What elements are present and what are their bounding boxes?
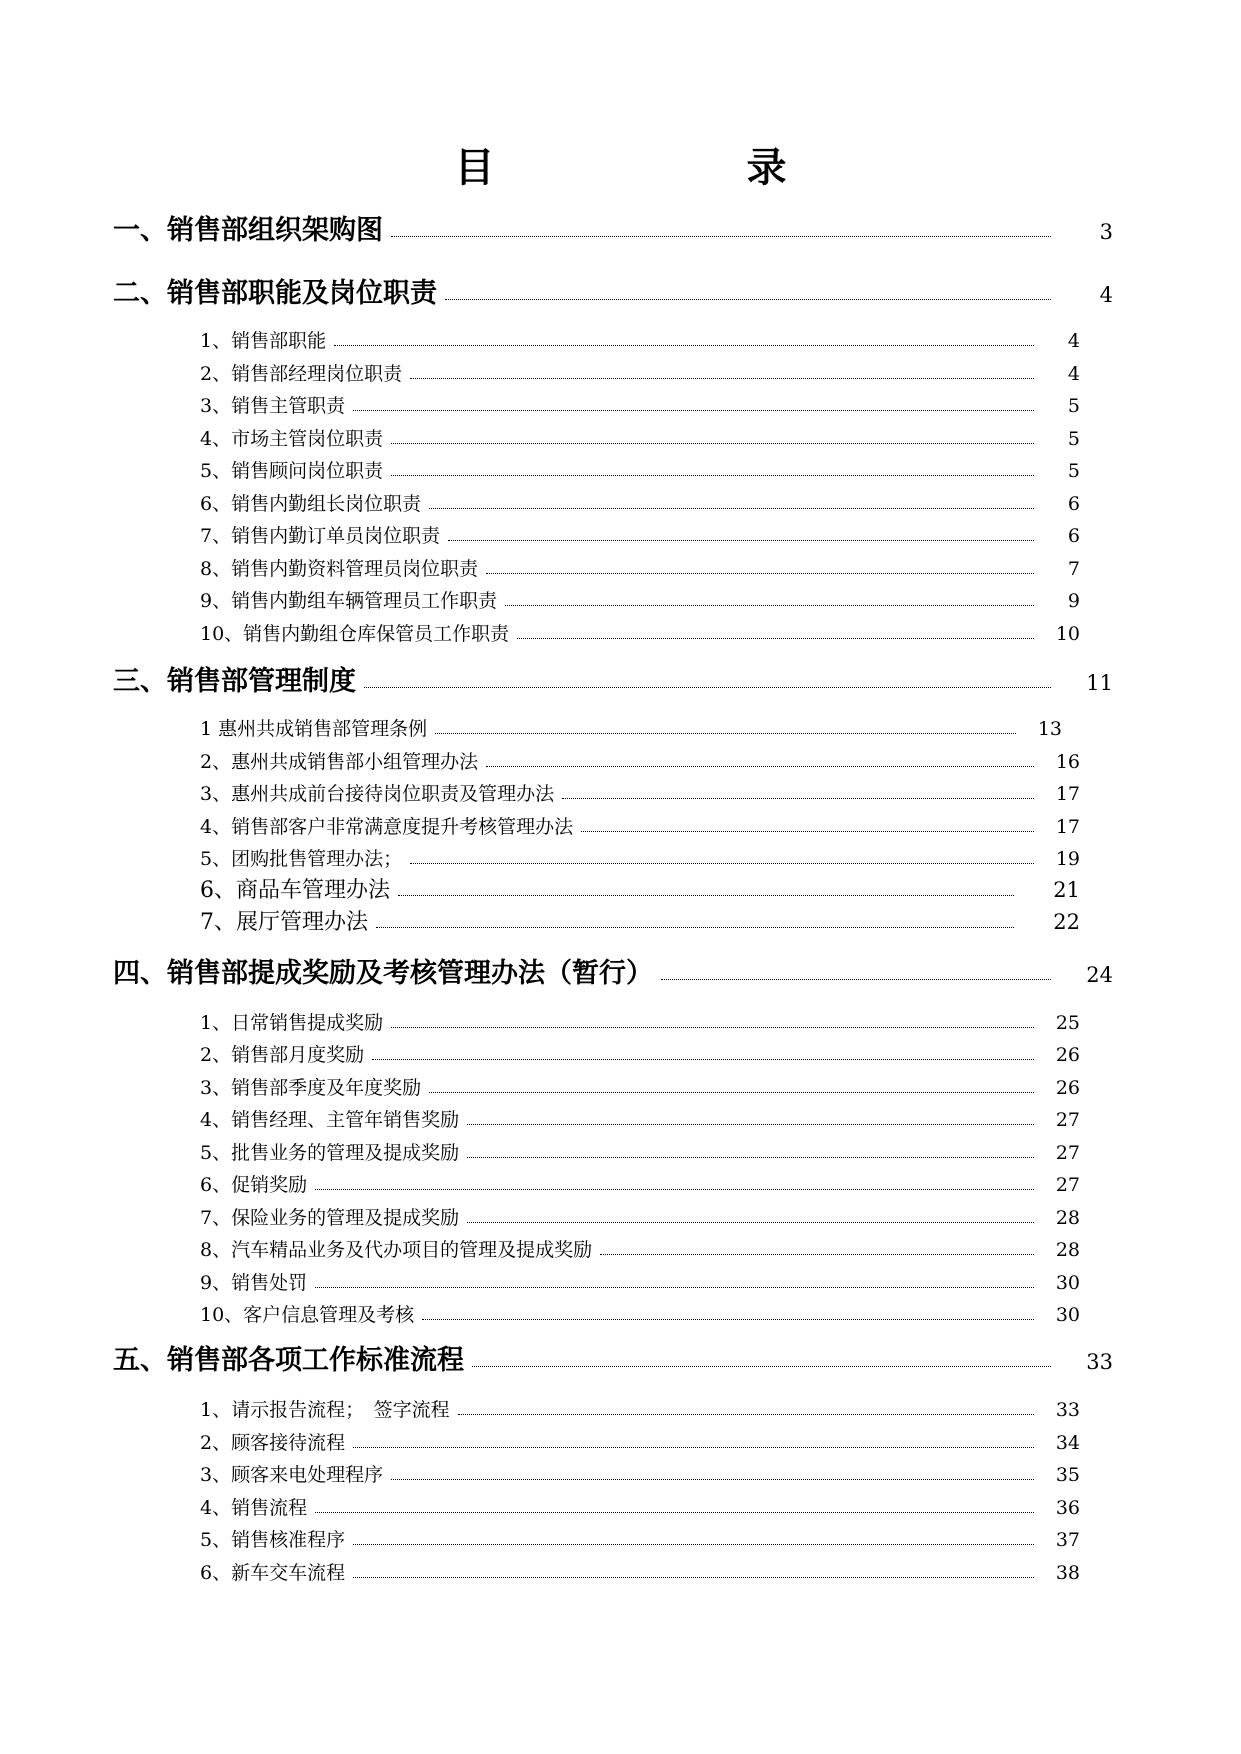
toc-page-number: 28 bbox=[1055, 1207, 1080, 1229]
dotted-leader bbox=[486, 572, 1034, 574]
dotted-leader bbox=[391, 235, 1051, 237]
toc-page-number: 5 bbox=[1067, 428, 1080, 450]
toc-title: 目 录 bbox=[454, 144, 893, 191]
toc-entry-label: 6、新车交车流程 bbox=[200, 1562, 346, 1584]
toc-entry-label: 6、商品车管理办法 bbox=[200, 878, 390, 903]
dotted-leader bbox=[315, 1511, 1034, 1513]
toc-entry-label: 3、销售主管职责 bbox=[200, 395, 346, 417]
toc-entry-2-10[interactable] bbox=[200, 621, 1080, 647]
toc-entry-5-4[interactable] bbox=[200, 1495, 1080, 1521]
toc-entry-2-6[interactable] bbox=[200, 491, 1080, 517]
toc-entry-4-3[interactable] bbox=[200, 1075, 1080, 1101]
toc-entry-label: 1 惠州共成销售部管理条例 bbox=[200, 718, 428, 740]
toc-page-number: 28 bbox=[1055, 1239, 1080, 1261]
dotted-leader bbox=[467, 1156, 1034, 1158]
toc-entry-label: 9、销售处罚 bbox=[200, 1272, 308, 1294]
toc-entry-label: 一、销售部组织架购图 bbox=[113, 215, 383, 246]
toc-entry-4-1[interactable] bbox=[200, 1010, 1080, 1036]
toc-entry-3-2[interactable] bbox=[200, 749, 1080, 775]
dotted-leader bbox=[372, 1058, 1034, 1060]
toc-page-number: 37 bbox=[1055, 1529, 1080, 1551]
dotted-leader bbox=[517, 637, 1034, 639]
toc-entry-2-1[interactable] bbox=[200, 328, 1080, 354]
dotted-leader bbox=[410, 862, 1034, 864]
toc-entry-3-1[interactable] bbox=[200, 716, 1062, 742]
toc-page-number: 7 bbox=[1067, 558, 1080, 580]
toc-page-number: 16 bbox=[1055, 751, 1080, 773]
toc-page-number: 27 bbox=[1055, 1142, 1080, 1164]
toc-page-number: 27 bbox=[1055, 1109, 1080, 1131]
toc-page-number: 30 bbox=[1055, 1272, 1080, 1294]
toc-page-number: 4 bbox=[1067, 363, 1080, 385]
toc-entry-4-9[interactable] bbox=[200, 1270, 1080, 1296]
toc-entry-label: 4、销售经理、主管年销售奖励 bbox=[200, 1109, 460, 1131]
toc-page-number: 5 bbox=[1067, 395, 1080, 417]
toc-entry-label: 9、销售内勤组车辆管理员工作职责 bbox=[200, 590, 498, 612]
dotted-leader bbox=[600, 1253, 1034, 1255]
toc-entry-label: 2、顾客接待流程 bbox=[200, 1432, 346, 1454]
toc-entry-label: 4、销售部客户非常满意度提升考核管理办法 bbox=[200, 816, 574, 838]
toc-page-number: 36 bbox=[1055, 1497, 1080, 1519]
dotted-leader bbox=[315, 1286, 1034, 1288]
toc-page-number: 21 bbox=[1053, 878, 1080, 902]
toc-entry-4-10[interactable] bbox=[200, 1302, 1080, 1328]
dotted-leader bbox=[353, 409, 1034, 411]
toc-page-number: 19 bbox=[1055, 848, 1080, 870]
toc-entry-3-4[interactable] bbox=[200, 814, 1080, 840]
toc-page-number: 27 bbox=[1055, 1174, 1080, 1196]
toc-entry-5-1[interactable] bbox=[200, 1397, 1080, 1423]
toc-page-number: 35 bbox=[1055, 1464, 1080, 1486]
dotted-leader bbox=[398, 894, 1014, 896]
toc-page-number: 26 bbox=[1055, 1044, 1080, 1066]
dotted-leader bbox=[364, 686, 1051, 688]
toc-entry-label: 8、销售内勤资料管理员岗位职责 bbox=[200, 558, 479, 580]
toc-entry-label: 4、销售流程 bbox=[200, 1497, 308, 1519]
toc-entry-4-7[interactable] bbox=[200, 1205, 1080, 1231]
toc-section-3[interactable] bbox=[113, 664, 1113, 701]
toc-entry-label: 1、日常销售提成奖励 bbox=[200, 1012, 384, 1034]
toc-entry-label: 2、惠州共成销售部小组管理办法 bbox=[200, 751, 479, 773]
toc-entry-4-4[interactable] bbox=[200, 1107, 1080, 1133]
toc-page-number: 17 bbox=[1055, 816, 1080, 838]
toc-entry-label: 二、销售部职能及岗位职责 bbox=[113, 278, 437, 309]
toc-page-number: 4 bbox=[1067, 330, 1080, 352]
toc-page-number: 13 bbox=[1037, 718, 1062, 740]
toc-entry-label: 6、销售内勤组长岗位职责 bbox=[200, 493, 422, 515]
dotted-leader bbox=[472, 1365, 1051, 1367]
toc-entry-label: 五、销售部各项工作标准流程 bbox=[113, 1345, 464, 1376]
toc-page-number: 24 bbox=[1086, 963, 1113, 987]
toc-section-4[interactable] bbox=[113, 956, 1113, 993]
dotted-leader bbox=[435, 732, 1016, 734]
toc-page-number: 5 bbox=[1067, 460, 1080, 482]
toc-entry-2-8[interactable] bbox=[200, 556, 1080, 582]
toc-entry-label: 三、销售部管理制度 bbox=[113, 666, 356, 697]
dotted-leader bbox=[391, 442, 1034, 444]
dotted-leader bbox=[581, 830, 1034, 832]
dotted-leader bbox=[661, 978, 1051, 980]
dotted-leader bbox=[353, 1576, 1034, 1578]
toc-page-number: 25 bbox=[1055, 1012, 1080, 1034]
toc-page-number: 6 bbox=[1067, 525, 1080, 547]
toc-entry-label: 3、顾客来电处理程序 bbox=[200, 1464, 384, 1486]
toc-entry-2-2[interactable] bbox=[200, 361, 1080, 387]
toc-entry-label: 7、保险业务的管理及提成奖励 bbox=[200, 1207, 460, 1229]
toc-entry-label: 四、销售部提成奖励及考核管理办法（暂行） bbox=[113, 958, 653, 989]
toc-entry-label: 5、团购批售管理办法； bbox=[200, 848, 403, 870]
toc-entry-2-3[interactable] bbox=[200, 393, 1080, 419]
dotted-leader bbox=[376, 926, 1014, 928]
toc-entry-4-2[interactable] bbox=[200, 1042, 1080, 1068]
toc-entry-4-6[interactable] bbox=[200, 1172, 1080, 1198]
toc-page-number: 30 bbox=[1055, 1304, 1080, 1326]
toc-page-number: 10 bbox=[1055, 623, 1080, 645]
dotted-leader bbox=[315, 1188, 1034, 1190]
toc-entry-5-3[interactable] bbox=[200, 1462, 1080, 1488]
toc-entry-3-6[interactable] bbox=[200, 877, 1080, 904]
dotted-leader bbox=[422, 1318, 1034, 1320]
dotted-leader bbox=[353, 1543, 1034, 1545]
toc-section-5[interactable] bbox=[113, 1343, 1113, 1380]
dotted-leader bbox=[458, 1413, 1034, 1415]
toc-entry-3-3[interactable] bbox=[200, 781, 1080, 807]
toc-entry-label: 8、汽车精品业务及代办项目的管理及提成奖励 bbox=[200, 1239, 593, 1261]
dotted-leader bbox=[334, 344, 1034, 346]
dotted-leader bbox=[562, 797, 1034, 799]
toc-entry-label: 2、销售部经理岗位职责 bbox=[200, 363, 403, 385]
toc-entry-label: 3、销售部季度及年度奖励 bbox=[200, 1077, 422, 1099]
toc-entry-label: 1、请示报告流程； 签字流程 bbox=[200, 1399, 450, 1421]
toc-section-1[interactable] bbox=[113, 213, 1113, 250]
toc-page-number: 26 bbox=[1055, 1077, 1080, 1099]
toc-entry-5-2[interactable] bbox=[200, 1430, 1080, 1456]
toc-entry-label: 6、促销奖励 bbox=[200, 1174, 308, 1196]
toc-page-number: 17 bbox=[1055, 783, 1080, 805]
toc-entry-label: 7、展厅管理办法 bbox=[200, 910, 368, 935]
dotted-leader bbox=[505, 604, 1034, 606]
dotted-leader bbox=[429, 1091, 1034, 1093]
toc-page-number: 9 bbox=[1067, 590, 1080, 612]
toc-entry-label: 7、销售内勤订单员岗位职责 bbox=[200, 525, 441, 547]
toc-page-number: 11 bbox=[1086, 671, 1113, 695]
toc-section-2[interactable] bbox=[113, 276, 1113, 313]
dotted-leader bbox=[467, 1123, 1034, 1125]
toc-entry-2-9[interactable] bbox=[200, 588, 1080, 614]
dotted-leader bbox=[391, 1026, 1034, 1028]
toc-entry-2-5[interactable] bbox=[200, 458, 1080, 484]
toc-page-number: 33 bbox=[1055, 1399, 1080, 1421]
dotted-leader bbox=[429, 507, 1034, 509]
toc-entry-label: 2、销售部月度奖励 bbox=[200, 1044, 365, 1066]
dotted-leader bbox=[486, 765, 1034, 767]
toc-page-number: 38 bbox=[1055, 1562, 1080, 1584]
toc-page-number: 22 bbox=[1053, 910, 1080, 934]
dotted-leader bbox=[391, 1478, 1034, 1480]
toc-page-number: 4 bbox=[1099, 283, 1113, 307]
toc-entry-3-7[interactable] bbox=[200, 909, 1080, 936]
toc-page-number: 33 bbox=[1086, 1350, 1113, 1374]
dotted-leader bbox=[391, 474, 1034, 476]
toc-entry-label: 10、客户信息管理及考核 bbox=[200, 1304, 415, 1326]
dotted-leader bbox=[410, 377, 1034, 379]
dotted-leader bbox=[353, 1446, 1034, 1448]
toc-entry-5-5[interactable] bbox=[200, 1527, 1080, 1553]
toc-entry-label: 5、销售核准程序 bbox=[200, 1529, 346, 1551]
dotted-leader bbox=[448, 539, 1034, 541]
toc-entry-4-8[interactable] bbox=[200, 1237, 1080, 1263]
toc-page-number: 6 bbox=[1067, 493, 1080, 515]
toc-entry-label: 3、惠州共成前台接待岗位职责及管理办法 bbox=[200, 783, 555, 805]
toc-entry-label: 5、销售顾问岗位职责 bbox=[200, 460, 384, 482]
dotted-leader bbox=[467, 1221, 1034, 1223]
toc-entry-3-5[interactable] bbox=[200, 846, 1080, 872]
toc-entry-2-7[interactable] bbox=[200, 523, 1080, 549]
toc-entry-5-6[interactable] bbox=[200, 1560, 1080, 1586]
toc-page-number: 3 bbox=[1099, 220, 1113, 244]
toc-entry-4-5[interactable] bbox=[200, 1140, 1080, 1166]
toc-entry-label: 10、销售内勤组仓库保管员工作职责 bbox=[200, 623, 510, 645]
toc-entry-label: 1、销售部职能 bbox=[200, 330, 327, 352]
toc-entry-label: 5、批售业务的管理及提成奖励 bbox=[200, 1142, 460, 1164]
dotted-leader bbox=[445, 298, 1051, 300]
toc-entry-label: 4、市场主管岗位职责 bbox=[200, 428, 384, 450]
toc-entry-2-4[interactable] bbox=[200, 426, 1080, 452]
toc-page-number: 34 bbox=[1055, 1432, 1080, 1454]
